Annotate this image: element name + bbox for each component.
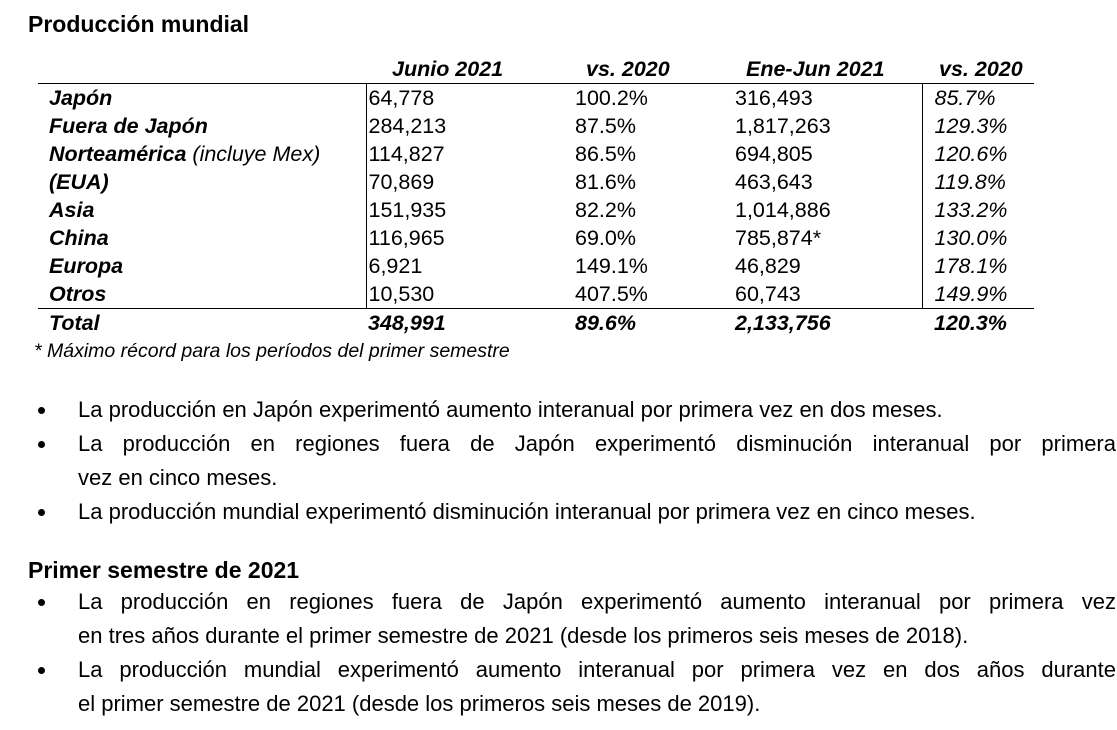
vs-2020-monthly-value: 86.5% bbox=[575, 142, 636, 166]
vs-2020-semester-value: 130.0% bbox=[922, 224, 1034, 252]
ene-jun-value: 1,817,263 bbox=[735, 114, 831, 138]
region-cell bbox=[38, 280, 366, 309]
bullet-text-line: La producción en regiones fuera de Japón experimentó aumento interanual por primera vez bbox=[78, 589, 1116, 614]
vs-2020-semester-value: 119.8% bbox=[922, 168, 1034, 196]
list-item bbox=[30, 585, 1116, 653]
junio-value: 70,869 bbox=[366, 168, 564, 196]
table-row bbox=[38, 84, 1034, 113]
vs-2020-monthly-value: 149.1% bbox=[575, 254, 648, 278]
ene-jun-value: 316,493 bbox=[735, 86, 813, 110]
ene-jun-value: 46,829 bbox=[735, 254, 801, 278]
junio-value: 284,213 bbox=[366, 112, 564, 140]
vs-2020-monthly-value: 87.5% bbox=[575, 114, 636, 138]
region-label: Japón bbox=[49, 86, 113, 110]
junio-value: 64,778 bbox=[366, 84, 564, 113]
region-cell bbox=[38, 196, 366, 224]
region-cell bbox=[38, 168, 366, 196]
table-row bbox=[38, 168, 1034, 196]
table-header-row bbox=[38, 55, 1034, 84]
vs-2020-semester-value: 120.6% bbox=[922, 140, 1034, 168]
vs-2020-monthly-value: 69.0% bbox=[575, 226, 636, 250]
ene-jun-value: 463,643 bbox=[735, 170, 813, 194]
page-title: Producción mundial bbox=[28, 11, 250, 37]
vs-2020-monthly-value: 82.2% bbox=[575, 198, 636, 222]
total-junio-value: 348,991 bbox=[366, 309, 564, 338]
vs-2020-semester-value: 133.2% bbox=[922, 196, 1034, 224]
bullet-text-line: La producción mundial experimentó aumento interanual por primera vez en dos años durante bbox=[78, 657, 1116, 682]
bullet-icon bbox=[38, 667, 45, 674]
ene-jun-value: 785,874* bbox=[735, 226, 822, 250]
bullet-text-line: en tres años durante el primer semestre de 2021 (desde los primeros seis meses de 2018). bbox=[78, 623, 969, 648]
vs-2020-monthly-value: 407.5% bbox=[575, 282, 648, 306]
region-label: Norteamérica bbox=[49, 142, 187, 166]
vs-2020-monthly-value: 81.6% bbox=[575, 170, 636, 194]
header-vs-2020-monthly: vs. 2020 bbox=[564, 55, 729, 84]
ene-jun-value: 60,743 bbox=[735, 282, 801, 306]
junio-value: 151,935 bbox=[366, 196, 564, 224]
region-cell bbox=[38, 252, 366, 280]
vs-2020-semester-value: 178.1% bbox=[922, 252, 1034, 280]
total-label: Total bbox=[38, 309, 366, 338]
header-ene-jun-2021: Ene-Jun 2021 bbox=[729, 55, 922, 84]
region-label: Asia bbox=[49, 198, 95, 222]
junio-value: 116,965 bbox=[366, 224, 564, 252]
list-item bbox=[30, 393, 1116, 427]
region-cell bbox=[38, 140, 366, 168]
monthly-bullet-list bbox=[30, 393, 1116, 529]
total-vs-2020-semester-value: 120.3% bbox=[922, 309, 1034, 338]
bullet-text-line: La producción mundial experimentó disminución interanual por primera vez en cinco meses. bbox=[78, 499, 976, 524]
vs-2020-semester-value: 85.7% bbox=[922, 84, 1034, 113]
vs-2020-semester-value: 129.3% bbox=[922, 112, 1034, 140]
total-vs-2020-monthly-value: 89.6% bbox=[564, 309, 729, 338]
junio-value: 114,827 bbox=[366, 140, 564, 168]
ene-jun-value: 1,014,886 bbox=[735, 198, 831, 222]
region-cell bbox=[38, 224, 366, 252]
table-row bbox=[38, 280, 1034, 309]
table-row bbox=[38, 224, 1034, 252]
list-item bbox=[30, 495, 1116, 529]
bullet-icon bbox=[38, 509, 45, 516]
table-row bbox=[38, 140, 1034, 168]
header-junio-2021: Junio 2021 bbox=[366, 55, 564, 84]
table-row bbox=[38, 252, 1034, 280]
region-label: Otros bbox=[49, 282, 107, 306]
header-vs-2020-semester: vs. 2020 bbox=[922, 55, 1034, 84]
vs-2020-monthly-value: 100.2% bbox=[575, 86, 648, 110]
bullet-text-line: el primer semestre de 2021 (desde los primeros seis meses de 2019). bbox=[78, 691, 761, 716]
junio-value: 10,530 bbox=[366, 280, 564, 309]
region-cell bbox=[38, 84, 366, 113]
list-item bbox=[30, 427, 1116, 495]
production-table bbox=[38, 55, 1034, 337]
header-region bbox=[38, 55, 366, 84]
region-label: Fuera de Japón bbox=[49, 114, 208, 138]
bullet-text-line: vez en cinco meses. bbox=[78, 465, 278, 490]
region-note: (incluye Mex) bbox=[186, 142, 321, 166]
table-row bbox=[38, 196, 1034, 224]
total-ene-jun-value: 2,133,756 bbox=[729, 309, 922, 338]
bullet-icon bbox=[38, 599, 45, 606]
table-footnote: * Máximo récord para los períodos del primer semestre bbox=[34, 340, 510, 362]
table-total-row bbox=[38, 309, 1034, 338]
bullet-text-line: La producción en regiones fuera de Japón experimentó disminución interanual por primera bbox=[78, 431, 1116, 456]
region-cell bbox=[38, 112, 366, 140]
list-item bbox=[30, 653, 1116, 721]
table-row bbox=[38, 112, 1034, 140]
bullet-text-line: La producción en Japón experimentó aumento interanual por primera vez en dos meses. bbox=[78, 397, 943, 422]
semester-bullet-list bbox=[30, 585, 1116, 721]
region-label: Europa bbox=[49, 254, 124, 278]
bullet-icon bbox=[38, 407, 45, 414]
region-label: (EUA) bbox=[49, 170, 109, 194]
bullet-icon bbox=[38, 441, 45, 448]
vs-2020-semester-value: 149.9% bbox=[922, 280, 1034, 309]
section-title: Primer semestre de 2021 bbox=[28, 557, 300, 583]
ene-jun-value: 694,805 bbox=[735, 142, 813, 166]
junio-value: 6,921 bbox=[366, 252, 564, 280]
region-label: China bbox=[49, 226, 109, 250]
